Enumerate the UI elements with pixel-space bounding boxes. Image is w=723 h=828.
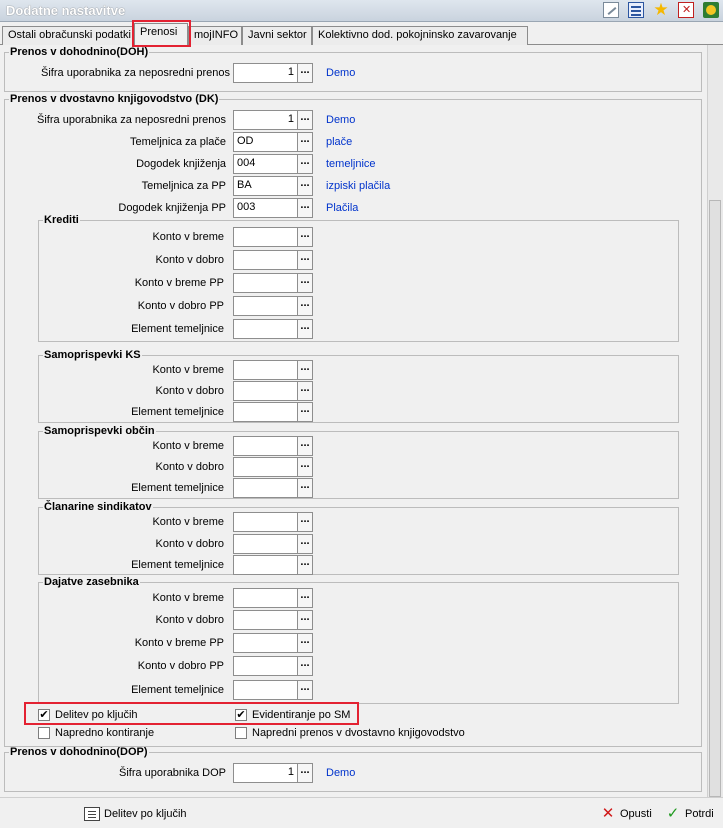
opusti-button[interactable]	[600, 807, 652, 821]
ks-konto-breme-lookup-button[interactable]: ...	[297, 360, 313, 380]
doh-sifra-label: Šifra uporabnika za neposredni prenos	[41, 67, 230, 79]
krediti-konto-dobro-input[interactable]	[233, 250, 297, 270]
dk-temeljnica-place-lookup-button[interactable]: ...	[297, 132, 313, 152]
clanarine-konto-breme-lookup-button[interactable]: ...	[297, 512, 313, 532]
obcin-element-input[interactable]	[233, 478, 297, 498]
footer-bar	[0, 797, 723, 828]
dajatve-label: Element temeljnice	[131, 684, 224, 696]
ks-element-lookup-button[interactable]: ...	[297, 402, 313, 422]
dajatve-label: Konto v dobro	[155, 614, 224, 626]
doh-sifra-lookup-button[interactable]: ...	[297, 63, 313, 83]
delete-icon[interactable]	[678, 2, 694, 18]
krediti-element-input[interactable]	[233, 319, 297, 339]
clanarine-row	[2, 534, 702, 554]
obcin-row	[2, 457, 702, 477]
dajatve-konto-breme-input[interactable]	[233, 588, 297, 608]
dk-sifra-lookup-button[interactable]: ...	[297, 110, 313, 130]
ks-label: Element temeljnice	[131, 406, 224, 418]
dop-sifra-lookup-button[interactable]: ...	[297, 763, 313, 783]
ks-label: Konto v breme	[152, 364, 224, 376]
opusti-button-label: Opusti	[620, 807, 652, 820]
dk-dogodek-lookup-button[interactable]: ...	[297, 154, 313, 174]
dk-dogodek-pp-link[interactable]: Plačila	[326, 202, 359, 214]
dop-sifra-row	[2, 763, 702, 783]
edit-icon[interactable]	[603, 2, 619, 18]
obcin-konto-dobro-lookup-button[interactable]: ...	[297, 457, 313, 477]
obcin-konto-dobro-input[interactable]	[233, 457, 297, 477]
doh-sifra-row	[2, 63, 702, 83]
dajatve-row	[2, 633, 702, 653]
obcin-label: Konto v breme	[152, 440, 224, 452]
krediti-row	[2, 227, 702, 247]
napredni-prenos-checkbox[interactable]	[235, 727, 535, 741]
krediti-konto-breme-lookup-button[interactable]: ...	[297, 227, 313, 247]
star-icon[interactable]: ★	[653, 0, 669, 19]
dk-sifra-input[interactable]: 1	[233, 110, 297, 130]
dajatve-element-input[interactable]	[233, 680, 297, 700]
dk-dogodek-input[interactable]: 004	[233, 154, 297, 174]
krediti-label: Element temeljnice	[131, 323, 224, 335]
group-clanarine-title: Članarine sindikatov	[44, 501, 152, 513]
clanarine-konto-breme-input[interactable]	[233, 512, 297, 532]
delitev-po-kljucih-button[interactable]	[84, 807, 187, 821]
group-krediti-title: Krediti	[44, 214, 79, 226]
dk-row	[2, 132, 702, 152]
tab-label: mojINFO	[194, 29, 238, 41]
tab-label: Ostali obračunski podatki	[8, 29, 131, 41]
potrdi-button-label: Potrdi	[685, 807, 714, 820]
krediti-konto-dobro-lookup-button[interactable]: ...	[297, 250, 313, 270]
dk-dogodek-pp-lookup-button[interactable]: ...	[297, 198, 313, 218]
dk-temeljnica-pp-link[interactable]: izpiski plačila	[326, 180, 391, 192]
cancel-icon: ✕	[601, 805, 615, 822]
dajatve-label: Konto v dobro PP	[137, 660, 224, 672]
dajatve-row	[2, 610, 702, 630]
krediti-row	[2, 273, 702, 293]
dop-sifra-link[interactable]: Demo	[326, 767, 356, 779]
obcin-label: Element temeljnice	[131, 482, 224, 494]
napredno-kontiranje-checkbox-box[interactable]	[38, 727, 50, 739]
krediti-konto-dobro-pp-lookup-button[interactable]: ...	[297, 296, 313, 316]
obcin-element-lookup-button[interactable]: ...	[297, 478, 313, 498]
dajatve-row	[2, 680, 702, 700]
napredni-prenos-checkbox-label: Napredni prenos v dvostavno knjigovodstvo	[252, 727, 465, 739]
obcin-konto-breme-input[interactable]	[233, 436, 297, 456]
group-samoprispevki-ks-title: Samoprispevki KS	[44, 349, 141, 361]
tab-label: Prenosi	[140, 26, 178, 38]
krediti-element-lookup-button[interactable]: ...	[297, 319, 313, 339]
delitev-checkbox-label: Delitev po ključih	[55, 709, 138, 721]
ks-konto-breme-input[interactable]	[233, 360, 297, 380]
dajatve-konto-breme-pp-input[interactable]	[233, 633, 297, 653]
ks-row	[2, 381, 702, 401]
evidentiranje-checkbox-box[interactable]: ✔	[236, 709, 246, 721]
ks-konto-dobro-input[interactable]	[233, 381, 297, 401]
group-doh-title: Prenos v dohodnino(DOH)	[10, 46, 149, 58]
tab-kolektivno-zavarovanje[interactable]	[312, 26, 528, 45]
dop-sifra-input[interactable]: 1	[233, 763, 297, 783]
ks-row	[2, 360, 702, 380]
tab-label: Javni sektor	[248, 29, 307, 41]
ks-label: Konto v dobro	[155, 385, 224, 397]
dajatve-row	[2, 656, 702, 676]
krediti-konto-breme-pp-input[interactable]	[233, 273, 297, 293]
dk-row	[2, 154, 702, 174]
dk-row-label: Dogodek knjiženja PP	[118, 202, 226, 214]
ks-row	[2, 402, 702, 422]
krediti-konto-breme-pp-lookup-button[interactable]: ...	[297, 273, 313, 293]
dk-sifra-link[interactable]: Demo	[326, 114, 356, 126]
dajatve-label: Konto v breme	[152, 592, 224, 604]
obcin-row	[2, 436, 702, 456]
dajatve-konto-dobro-lookup-button[interactable]: ...	[297, 610, 313, 630]
highlight-checkboxes	[24, 702, 359, 725]
dk-row-label: Temeljnica za PP	[141, 180, 226, 192]
dajatve-konto-dobro-pp-input[interactable]	[233, 656, 297, 676]
clanarine-row	[2, 555, 702, 575]
group-samoprispevki-obcin-title: Samoprispevki občin	[44, 425, 155, 437]
evidentiranje-checkbox-label: Evidentiranje po SM	[252, 709, 351, 721]
confirm-check-icon: ✓	[666, 805, 680, 822]
highlight-tab-prenosi	[132, 20, 191, 47]
dk-temeljnica-place-input[interactable]: OD	[233, 132, 297, 152]
help-book-icon[interactable]	[703, 2, 719, 18]
tab-strip	[0, 22, 723, 45]
document-icon	[84, 807, 100, 821]
obcin-konto-breme-lookup-button[interactable]: ...	[297, 436, 313, 456]
napredno-kontiranje-checkbox-label: Napredno kontiranje	[55, 727, 155, 739]
delitev-button-label: Delitev po ključih	[104, 807, 187, 820]
napredni-prenos-checkbox-box[interactable]	[235, 727, 247, 739]
clanarine-label: Element temeljnice	[131, 559, 224, 571]
title-toolbar	[603, 2, 719, 18]
dk-row-label: Dogodek knjiženja	[136, 158, 226, 170]
dk-temeljnica-pp-lookup-button[interactable]: ...	[297, 176, 313, 196]
group-dk-title: Prenos v dvostavno knjigovodstvo (DK)	[10, 93, 219, 105]
obcin-label: Konto v dobro	[155, 461, 224, 473]
clanarine-label: Konto v dobro	[155, 538, 224, 550]
dajatve-konto-dobro-pp-lookup-button[interactable]: ...	[297, 656, 313, 676]
krediti-label: Konto v breme	[152, 231, 224, 243]
dajatve-konto-dobro-input[interactable]	[233, 610, 297, 630]
dajatve-row	[2, 588, 702, 608]
clanarine-konto-dobro-input[interactable]	[233, 534, 297, 554]
clanarine-konto-dobro-lookup-button[interactable]: ...	[297, 534, 313, 554]
dk-temeljnica-place-link[interactable]: plače	[326, 136, 353, 148]
scrollbar-thumb[interactable]	[709, 200, 721, 797]
krediti-row	[2, 296, 702, 316]
dk-row	[2, 176, 702, 196]
dajatve-element-lookup-button[interactable]: ...	[297, 680, 313, 700]
obcin-row	[2, 478, 702, 498]
delitev-checkbox-box[interactable]: ✔	[39, 709, 49, 721]
clanarine-label: Konto v breme	[152, 516, 224, 528]
krediti-konto-breme-input[interactable]	[233, 227, 297, 247]
tab-javni-sektor[interactable]	[242, 26, 312, 45]
doh-sifra-input[interactable]: 1	[233, 63, 297, 83]
tab-label: Kolektivno dod. pokojninsko zavarovanje	[318, 29, 517, 41]
napredno-kontiranje-checkbox[interactable]	[38, 727, 218, 741]
potrdi-button[interactable]	[665, 807, 714, 821]
krediti-row	[2, 250, 702, 270]
tab-mojinfo[interactable]	[188, 26, 242, 45]
krediti-row	[2, 319, 702, 339]
doh-sifra-link[interactable]: Demo	[326, 67, 356, 79]
clanarine-row	[2, 512, 702, 532]
main-content	[2, 45, 707, 797]
list-icon[interactable]	[628, 2, 644, 18]
ks-konto-dobro-lookup-button[interactable]: ...	[297, 381, 313, 401]
clanarine-element-input[interactable]	[233, 555, 297, 575]
krediti-konto-dobro-pp-input[interactable]	[233, 296, 297, 316]
krediti-label: Konto v dobro	[155, 254, 224, 266]
dk-dogodek-link[interactable]: temeljnice	[326, 158, 376, 170]
dop-sifra-label: Šifra uporabnika DOP	[119, 767, 226, 779]
dk-row	[2, 110, 702, 130]
window-title: Dodatne nastavitve	[6, 3, 126, 18]
krediti-label: Konto v breme PP	[134, 277, 224, 289]
group-dop-title: Prenos v dohodnino(DOP)	[10, 746, 148, 758]
dk-dogodek-pp-input[interactable]: 003	[233, 198, 297, 218]
dk-row-label: Šifra uporabnika za neposredni prenos	[37, 114, 226, 126]
dk-row-label: Temeljnica za plače	[130, 136, 226, 148]
dk-temeljnica-pp-input[interactable]: BA	[233, 176, 297, 196]
group-dajatve-title: Dajatve zasebnika	[44, 576, 139, 588]
dajatve-label: Konto v breme PP	[134, 637, 224, 649]
ks-element-input[interactable]	[233, 402, 297, 422]
dajatve-konto-breme-pp-lookup-button[interactable]: ...	[297, 633, 313, 653]
clanarine-element-lookup-button[interactable]: ...	[297, 555, 313, 575]
title-bar	[0, 0, 723, 22]
tab-ostali-obracunski-podatki[interactable]	[2, 26, 137, 45]
dajatve-konto-breme-lookup-button[interactable]: ...	[297, 588, 313, 608]
krediti-label: Konto v dobro PP	[137, 300, 224, 312]
